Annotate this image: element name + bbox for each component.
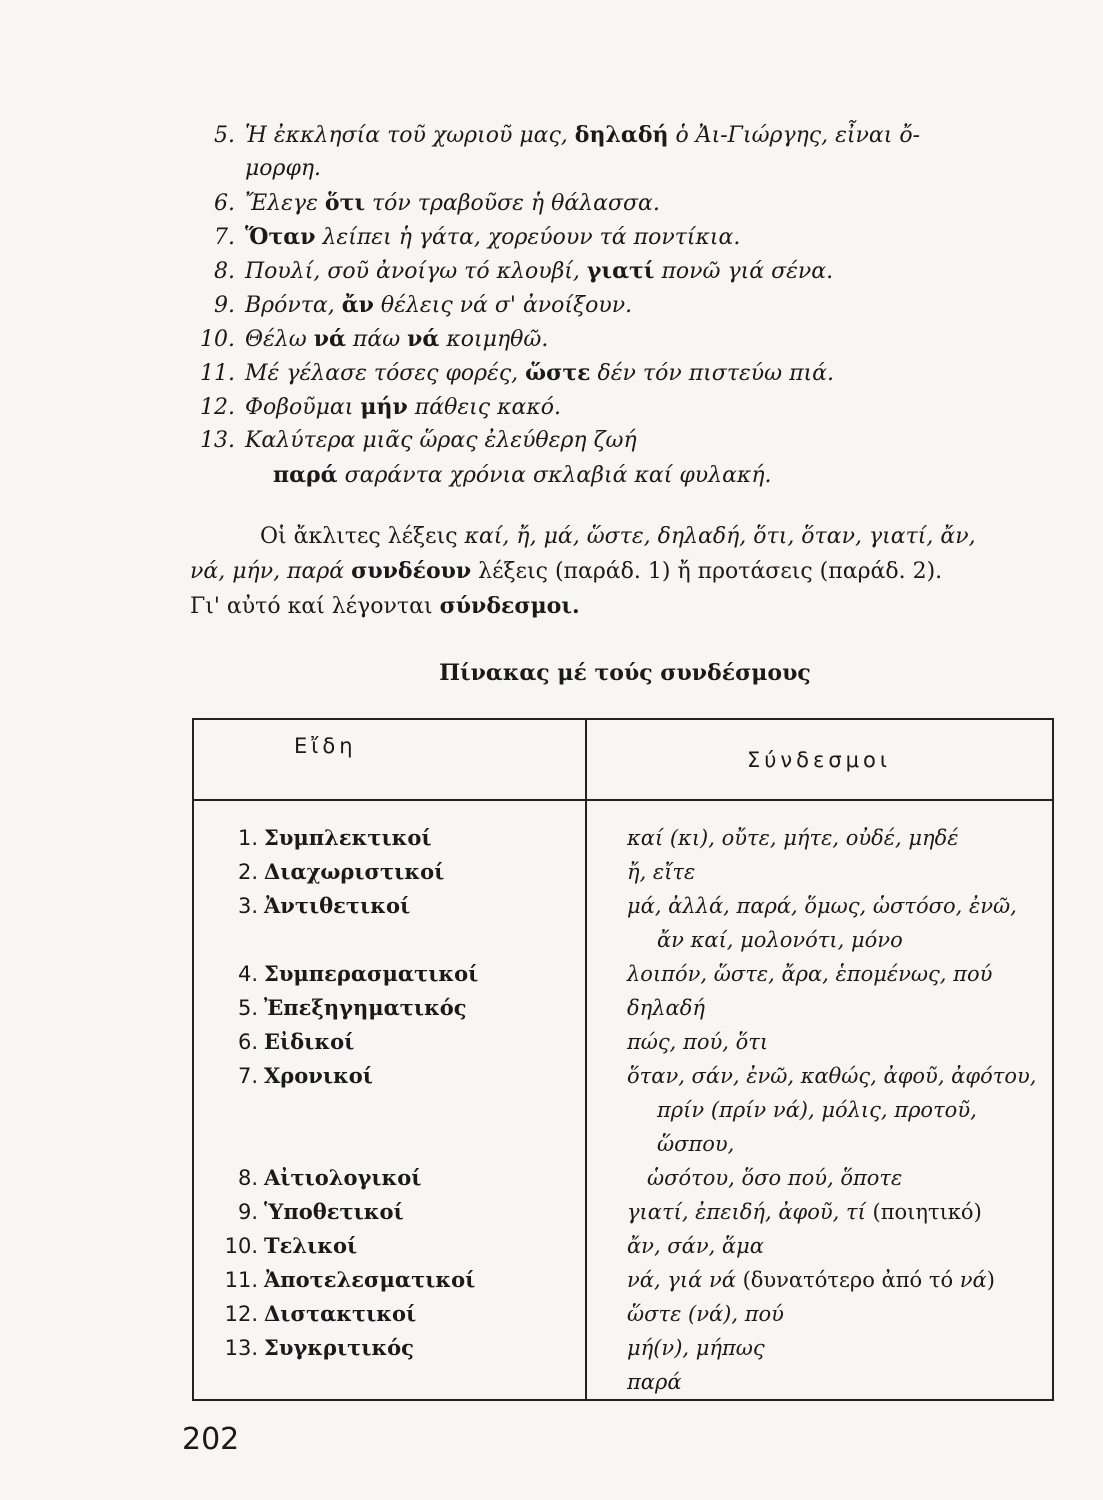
conjunctions-7-continuation-2: ὡσότου, ὅσο πού, ὅποτε bbox=[647, 1166, 903, 1190]
conjunctions-table bbox=[192, 718, 1054, 1401]
conjunctions-3-continuation: ἄν καί, μολονότι, μόνο bbox=[657, 928, 903, 952]
conjunctions-13: παρά bbox=[627, 1370, 682, 1394]
kind-9: 9. Ὑποθετικοί bbox=[237, 1199, 404, 1224]
example-13-continuation: παρά σαράντα χρόνια σκλαβιά καί φυλακή. bbox=[273, 462, 772, 488]
page-number: 202 bbox=[182, 1422, 240, 1457]
conjunctions-2: ἤ, εἴτε bbox=[627, 860, 696, 884]
kind-2: 2. Διαχωριστικοί bbox=[237, 859, 445, 884]
table-header-row bbox=[193, 719, 1053, 800]
kind-8: 8. Αἰτιολογικοί bbox=[237, 1165, 422, 1190]
example-sentences bbox=[195, 118, 1065, 492]
example-10: 10. Θέλω νά πάω νά κοιμηθῶ. bbox=[200, 326, 549, 352]
conjunctions-9: ἄν, σάν, ἅμα bbox=[627, 1234, 764, 1258]
conjunctions-8: γιατί, ἐπειδή, ἀφοῦ, τί (ποιητικό) bbox=[627, 1200, 982, 1224]
example-12: 12. Φοβοῦμαι μήν πάθεις κακό. bbox=[200, 394, 562, 420]
column-header-kinds: Εἴδη bbox=[193, 719, 586, 800]
paragraph-line-2: νά, μήν, παρά συνδέουν λέξεις (παράδ. 1) ἤ προτάσεις (παράδ. 2). bbox=[190, 558, 943, 584]
paragraph-line-1: Οἱ ἄκλιτες λέξεις καί, ἤ, μά, ὥστε, δηλαδή, ὅτι, ὅταν, γιατί, ἄν, bbox=[260, 524, 976, 549]
conjunctions-1: καί (κι), οὔτε, μήτε, οὐδέ, μηδέ bbox=[627, 826, 959, 850]
example-5-continuation: μορφη. bbox=[245, 156, 322, 181]
example-7: 7. Ὅταν λείπει ἡ γάτα, χορεύουν τά ποντίκια. bbox=[214, 224, 741, 250]
conjunctions-3: μά, ἀλλά, παρά, ὅμως, ὡστόσο, ἐνῶ, bbox=[627, 894, 1017, 918]
example-5: 5. Ἡ ἐκκλησία τοῦ χωριοῦ μας, δηλαδή ὁ Ἀι-Γιώργης, εἶναι ὄ- bbox=[214, 122, 921, 148]
conjunctions-7: ὅταν, σάν, ἐνῶ, καθώς, ἀφοῦ, ἀφότου, bbox=[627, 1064, 1037, 1088]
conjunctions-7-continuation-1: πρίν (πρίν νά), μόλις, προτοῦ, ὥσπου, bbox=[657, 1098, 977, 1156]
kind-3: 3. Ἀντιθετικοί bbox=[237, 893, 411, 918]
kind-11: 11. Ἀποτελεσματικοί bbox=[224, 1267, 476, 1292]
kind-13: 13. Συγκριτικός bbox=[224, 1335, 414, 1360]
kind-12: 12. Διστακτικοί bbox=[224, 1301, 417, 1326]
kind-1: 1. Συμπλεκτικοί bbox=[237, 825, 432, 850]
table-title: Πίνακας μέ τούς συνδέσμους bbox=[439, 660, 811, 686]
example-8: 8. Πουλί, σοῦ ἀνοίγω τό κλουβί, γιατί πονῶ γιά σένα. bbox=[214, 258, 834, 284]
paragraph-line-3: Γι' αὐτό καί λέγονται σύνδεσμοι. bbox=[190, 593, 580, 619]
column-header-conjunctions: Σύνδεσμοι bbox=[586, 719, 1053, 800]
example-6: 6. Ἔλεγε ὅτι τόν τραβοῦσε ἡ θάλασσα. bbox=[214, 190, 660, 216]
conjunctions-5: δηλαδή bbox=[627, 996, 705, 1020]
example-9: 9. Βρόντα, ἄν θέλεις νά σ' ἀνοίξουν. bbox=[214, 292, 633, 318]
conjunctions-11: ὥστε (νά), πού bbox=[627, 1302, 784, 1326]
kind-4: 4. Συμπερασματικοί bbox=[237, 961, 479, 986]
kind-5: 5. Ἐπεξηγηματικός bbox=[237, 995, 467, 1020]
conjunctions-4: λοιπόν, ὥστε, ἄρα, ἑπομένως, πού bbox=[627, 962, 993, 986]
conjunctions-12: μή(ν), μήπως bbox=[627, 1336, 765, 1360]
kind-10: 10. Τελικοί bbox=[224, 1233, 358, 1258]
example-13: 13. Καλύτερα μιᾶς ὥρας ἐλεύθερη ζωή bbox=[200, 428, 637, 453]
table-row bbox=[193, 800, 1053, 1400]
conjunctions-6: πώς, πού, ὅτι bbox=[627, 1030, 769, 1054]
example-11: 11. Μέ γέλασε τόσες φορές, ὥστε δέν τόν πιστεύω πιά. bbox=[200, 360, 835, 386]
conjunctions-10: νά, γιά νά (δυνατότερο ἀπό τό νά) bbox=[627, 1268, 995, 1292]
explanation-paragraph bbox=[190, 520, 1060, 624]
kind-6: 6. Εἰδικοί bbox=[237, 1029, 355, 1054]
kind-7: 7. Χρονικοί bbox=[237, 1063, 373, 1088]
